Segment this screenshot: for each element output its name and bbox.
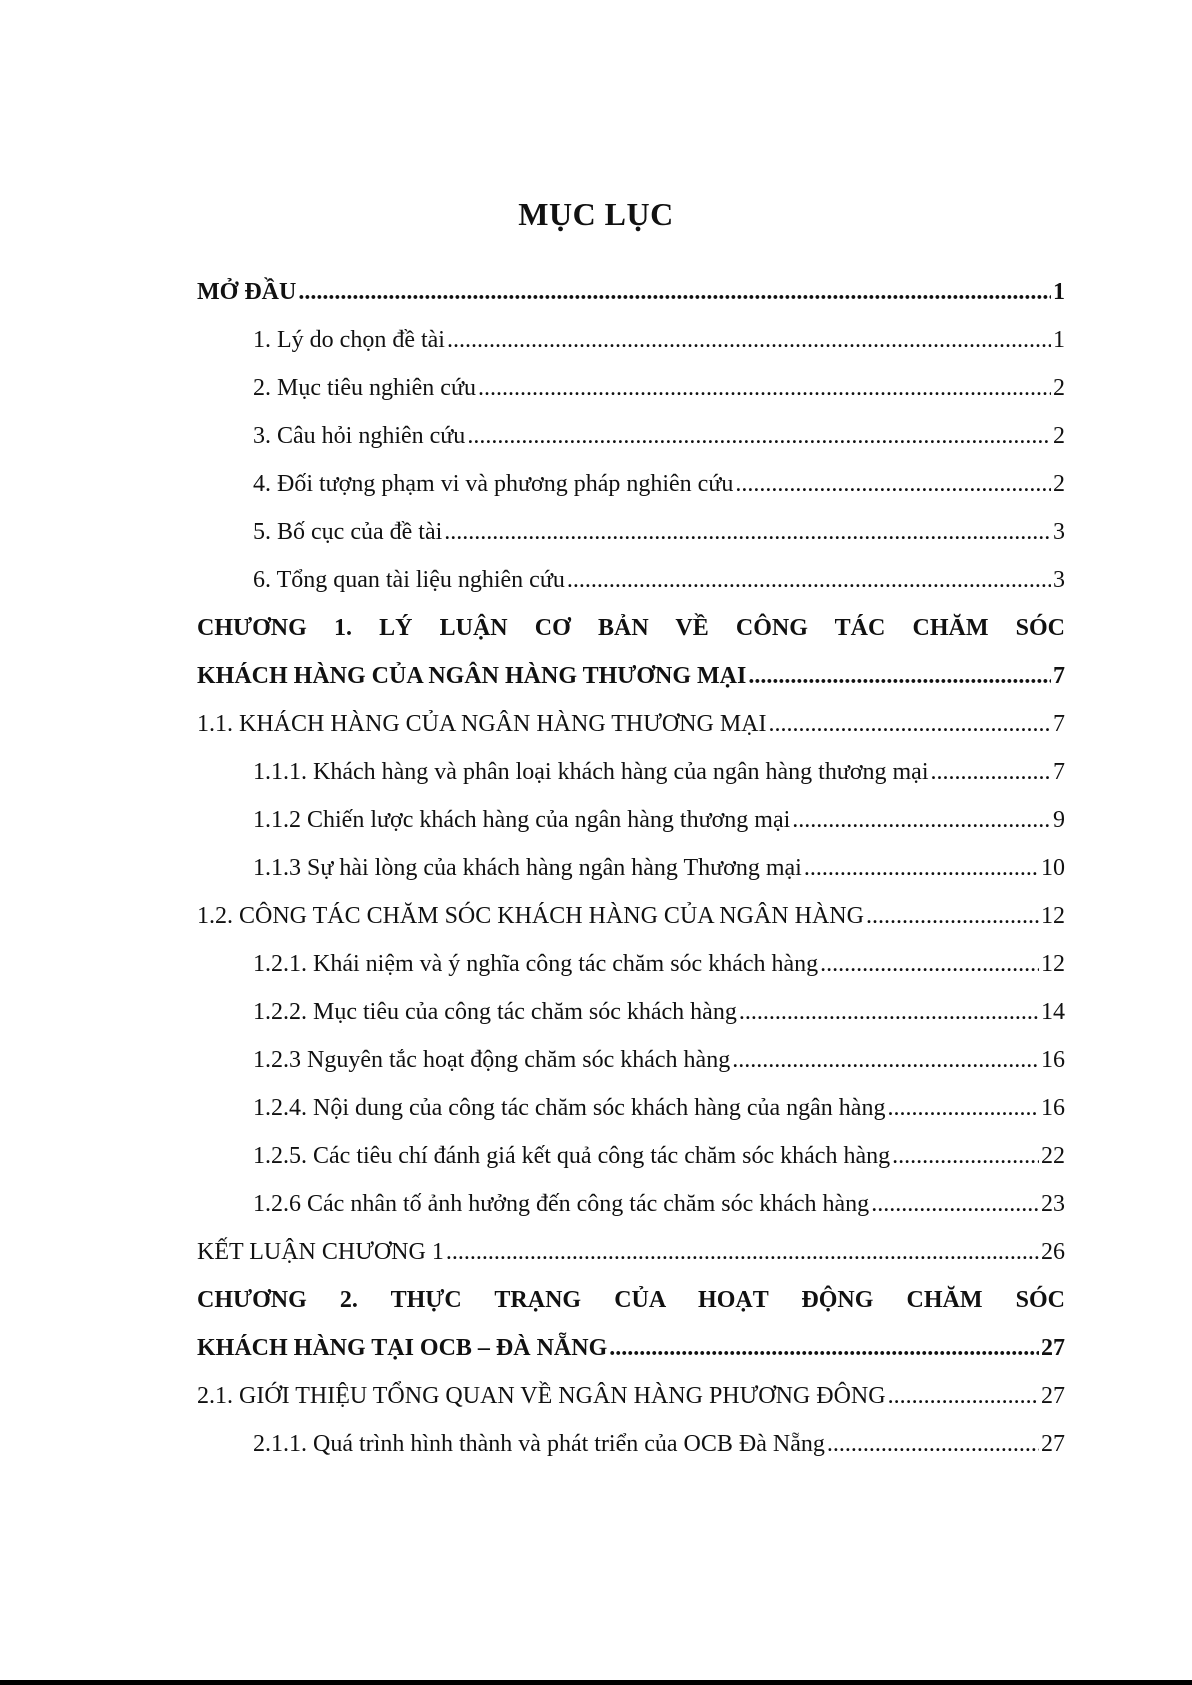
dot-leader bbox=[567, 556, 1051, 604]
toc-entry[interactable] bbox=[197, 1084, 1065, 1132]
toc-entry-label: 3. Câu hỏi nghiên cứu bbox=[253, 423, 466, 449]
toc-page-number: 1 bbox=[1053, 279, 1065, 305]
toc-entry-label: 1.2.1. Khái niệm và ý nghĩa công tác chăm sóc khách hàng bbox=[253, 951, 819, 977]
toc-page-number: 16 bbox=[1041, 1095, 1065, 1121]
toc-entry-label: KẾT LUẬN CHƯƠNG 1 bbox=[197, 1239, 444, 1265]
toc-page-number: 27 bbox=[1041, 1383, 1065, 1409]
dot-leader bbox=[444, 508, 1051, 556]
dot-leader bbox=[467, 412, 1051, 460]
toc-entry-label: 2.1.1. Quá trình hình thành và phát triển của OCB Đà Nẵng bbox=[253, 1431, 825, 1457]
toc-entry[interactable] bbox=[197, 1228, 1065, 1276]
toc-chapter-heading-line[interactable]: CHƯƠNG 2. THỰC TRẠNG CỦA HOẠT ĐỘNG CHĂM SÓC bbox=[197, 1287, 1065, 1313]
table-of-contents bbox=[197, 268, 1065, 1468]
dot-leader bbox=[478, 364, 1051, 412]
toc-entry[interactable] bbox=[197, 364, 1065, 412]
toc-page-number: 3 bbox=[1053, 567, 1065, 593]
toc-page-number: 2 bbox=[1053, 471, 1065, 497]
toc-page-number: 27 bbox=[1041, 1431, 1065, 1457]
toc-entry-label: MỞ ĐẦU bbox=[197, 279, 297, 305]
dot-leader bbox=[732, 1036, 1039, 1084]
dot-leader bbox=[769, 700, 1051, 748]
toc-entry-label: 1.2. CÔNG TÁC CHĂM SÓC KHÁCH HÀNG CỦA NGÂN HÀNG bbox=[197, 903, 864, 929]
toc-page-number: 12 bbox=[1041, 903, 1065, 929]
dot-leader bbox=[892, 1132, 1039, 1180]
toc-entry-label: 1. Lý do chọn đề tài bbox=[253, 327, 445, 353]
toc-entry[interactable] bbox=[197, 652, 1065, 700]
toc-entry[interactable] bbox=[197, 796, 1065, 844]
dot-leader bbox=[792, 796, 1051, 844]
toc-page-number: 9 bbox=[1053, 807, 1065, 833]
toc-entry[interactable] bbox=[197, 460, 1065, 508]
dot-leader bbox=[446, 1228, 1039, 1276]
toc-entry[interactable] bbox=[197, 700, 1065, 748]
toc-entry-label: 4. Đối tượng phạm vi và phương pháp nghiên cứu bbox=[253, 471, 734, 497]
toc-entry[interactable] bbox=[197, 988, 1065, 1036]
toc-entry[interactable] bbox=[197, 412, 1065, 460]
toc-entry[interactable] bbox=[197, 1036, 1065, 1084]
toc-entry[interactable] bbox=[197, 1180, 1065, 1228]
toc-entry[interactable] bbox=[197, 1324, 1065, 1372]
dot-leader bbox=[871, 1180, 1039, 1228]
toc-entry[interactable] bbox=[197, 892, 1065, 940]
page-title: MỤC LỤC bbox=[518, 196, 674, 232]
toc-entry-label: 1.2.5. Các tiêu chí đánh giá kết quả công tác chăm sóc khách hàng bbox=[253, 1143, 891, 1169]
toc-entry-label: 2.1. GIỚI THIỆU TỔNG QUAN VỀ NGÂN HÀNG PHƯƠNG ĐÔNG bbox=[197, 1383, 886, 1409]
toc-page-number: 27 bbox=[1041, 1335, 1065, 1361]
dot-leader bbox=[447, 316, 1051, 364]
toc-entry[interactable] bbox=[197, 844, 1065, 892]
toc-page-number: 16 bbox=[1041, 1047, 1065, 1073]
dot-leader bbox=[735, 460, 1051, 508]
toc-page-number: 3 bbox=[1053, 519, 1065, 545]
toc-page-number: 7 bbox=[1053, 663, 1065, 689]
toc-entry-label: 1.2.4. Nội dung của công tác chăm sóc khách hàng của ngân hàng bbox=[253, 1095, 886, 1121]
toc-entry[interactable] bbox=[197, 268, 1065, 316]
toc-page-number: 2 bbox=[1053, 423, 1065, 449]
toc-entry[interactable] bbox=[197, 1420, 1065, 1468]
page-bottom-edge bbox=[0, 1680, 1192, 1685]
toc-page-number: 10 bbox=[1041, 855, 1065, 881]
toc-page-number: 26 bbox=[1041, 1239, 1065, 1265]
toc-chapter-heading-line[interactable]: CHƯƠNG 1. LÝ LUẬN CƠ BẢN VỀ CÔNG TÁC CHĂM SÓC bbox=[197, 615, 1065, 641]
dot-leader bbox=[298, 268, 1051, 316]
toc-entry-label: 1.1.1. Khách hàng và phân loại khách hàng của ngân hàng thương mại bbox=[253, 759, 929, 785]
toc-entry[interactable] bbox=[197, 508, 1065, 556]
dot-leader bbox=[887, 1084, 1039, 1132]
toc-entry[interactable] bbox=[197, 1372, 1065, 1420]
toc-entry-label: 2. Mục tiêu nghiên cứu bbox=[253, 375, 476, 401]
toc-entry-label: 1.1. KHÁCH HÀNG CỦA NGÂN HÀNG THƯƠNG MẠI bbox=[197, 711, 767, 737]
dot-leader bbox=[931, 748, 1051, 796]
toc-entry[interactable] bbox=[197, 940, 1065, 988]
dot-leader bbox=[739, 988, 1039, 1036]
toc-entry-label: 1.2.2. Mục tiêu của công tác chăm sóc khách hàng bbox=[253, 999, 737, 1025]
dot-leader bbox=[827, 1420, 1039, 1468]
toc-entry-label: 1.1.3 Sự hài lòng của khách hàng ngân hàng Thương mại bbox=[253, 855, 802, 881]
toc-page-number: 1 bbox=[1053, 327, 1065, 353]
toc-entry[interactable] bbox=[197, 316, 1065, 364]
toc-entry-label: 5. Bố cục của đề tài bbox=[253, 519, 443, 545]
toc-page-number: 14 bbox=[1041, 999, 1065, 1025]
toc-page-number: 7 bbox=[1053, 759, 1065, 785]
dot-leader bbox=[609, 1324, 1039, 1372]
toc-entry[interactable] bbox=[197, 1132, 1065, 1180]
toc-page-number: 7 bbox=[1053, 711, 1065, 737]
dot-leader bbox=[748, 652, 1051, 700]
toc-entry[interactable] bbox=[197, 748, 1065, 796]
toc-page-number: 2 bbox=[1053, 375, 1065, 401]
dot-leader bbox=[866, 892, 1039, 940]
toc-page-number: 12 bbox=[1041, 951, 1065, 977]
toc-entry-label: KHÁCH HÀNG TẠI OCB – ĐÀ NẴNG bbox=[197, 1335, 608, 1361]
dot-leader bbox=[804, 844, 1039, 892]
toc-page-number: 22 bbox=[1041, 1143, 1065, 1169]
toc-entry-label: 1.2.6 Các nhân tố ảnh hưởng đến công tác chăm sóc khách hàng bbox=[253, 1191, 870, 1217]
toc-entry-label: 1.2.3 Nguyên tắc hoạt động chăm sóc khách hàng bbox=[253, 1047, 731, 1073]
toc-entry-label: KHÁCH HÀNG CỦA NGÂN HÀNG THƯƠNG MẠI bbox=[197, 663, 747, 689]
dot-leader bbox=[888, 1372, 1039, 1420]
toc-entry-label: 6. Tổng quan tài liệu nghiên cứu bbox=[253, 567, 565, 593]
toc-entry[interactable] bbox=[197, 556, 1065, 604]
toc-entry-label: 1.1.2 Chiến lược khách hàng của ngân hàng thương mại bbox=[253, 807, 791, 833]
dot-leader bbox=[820, 940, 1039, 988]
toc-page-number: 23 bbox=[1041, 1191, 1065, 1217]
